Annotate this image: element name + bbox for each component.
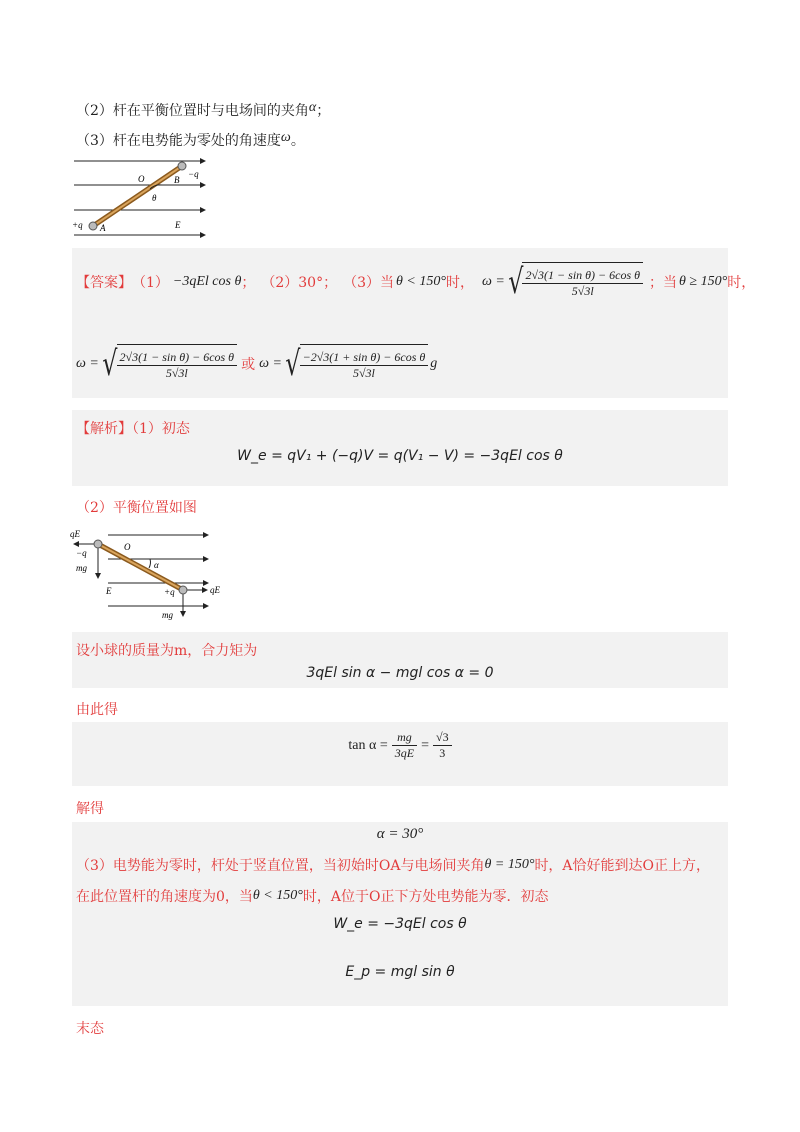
part3-line-1: （3）电势能为零时，杆处于竖直位置，当初始时OA与电场间夹角θ = 150°时，A恰好能到达O正上方， <box>76 857 711 874</box>
equilibrium-diagram <box>70 528 235 623</box>
mass-statement: 设小球的质量为m，合力矩为 <box>76 643 258 659</box>
label-alpha: α <box>154 560 159 570</box>
label-E: E <box>106 586 112 596</box>
equation-potential-energy: E_p = mgl sin θ <box>345 964 455 980</box>
label-E: E <box>175 220 181 230</box>
label-A: A <box>100 223 106 233</box>
equation-tan-alpha: tan α = $\frac{mg}{3qE}$ = $\frac{√3}{3}$ <box>72 730 728 761</box>
label-theta: θ <box>152 193 157 203</box>
answer-line-2: ω = √ $\frac{\text{2√3(1 − sin θ) − 6cos θ}}{5√3l}$ 或 ω = √ $\frac{\text{−2√3(1 + sin θ) − 6cos θ}}{5√3l}$ g <box>76 344 438 384</box>
label-plus-q: +q <box>164 587 175 597</box>
label-qE-left: qE <box>70 529 80 539</box>
label-minus-q: −q <box>76 548 87 558</box>
answer-line-1: 【答案】 （1） −3qEl cos θ ； （2）30°； （3）当 θ < 150° 时， ω = √ $\frac{\text{2√3(1 − sin θ) − 6cos θ}}{5√3l}$ ；当 θ ≥ 150° 时， <box>76 262 756 302</box>
analysis-heading: 【解析】（1）初态 <box>76 421 190 437</box>
part3-line-2: 在此位置杆的角速度为0，当θ < 150°时，A位于O正下方处电势能为零．初态 <box>76 888 549 905</box>
equation-initial-work: W_e = qV₁ + (−q)V = q(V₁ − V) = −3qEl cos θ <box>237 448 563 464</box>
rod-field-diagram-1 <box>70 155 220 240</box>
final-state-label: 末态 <box>76 1021 104 1037</box>
question-3: （3）杆在电势能为零处的角速度ω。 <box>76 130 305 149</box>
label-mg-right: mg <box>162 610 173 620</box>
sqrt-expression-1: √ $\frac{\text{2√3(1 − sin θ) − 6cos θ}}{5√3l}$ <box>505 262 643 302</box>
label-O: O <box>138 174 145 184</box>
answer-tag: 【答案】 <box>76 275 132 291</box>
equation-initial-work-2: W_e = −3qEl cos θ <box>333 916 467 932</box>
label-O: O <box>124 542 131 552</box>
sqrt-expression-2: √ $\frac{\text{2√3(1 − sin θ) − 6cos θ}}{5√3l}$ <box>99 344 237 384</box>
equation-alpha-result: α = 30° <box>376 826 424 842</box>
hence-label: 由此得 <box>76 702 118 718</box>
label-minus-q: −q <box>188 169 199 179</box>
solve-label: 解得 <box>76 801 104 817</box>
analysis-part-2: （2）平衡位置如图 <box>76 500 197 516</box>
question-2: （2）杆在平衡位置时与电场间的夹角α； <box>76 100 331 119</box>
sqrt-expression-3: √ $\frac{\text{−2√3(1 + sin θ) − 6cos θ}}{5√3l}$ <box>282 344 428 384</box>
equation-torque: 3qEl sin α − mgl cos α = 0 <box>306 665 494 681</box>
label-mg-left: mg <box>76 563 87 573</box>
label-qE-right: qE <box>210 585 220 595</box>
analysis-tag: 【解析】 <box>76 421 132 437</box>
label-plus-q: +q <box>72 220 83 230</box>
label-B: B <box>174 175 180 185</box>
